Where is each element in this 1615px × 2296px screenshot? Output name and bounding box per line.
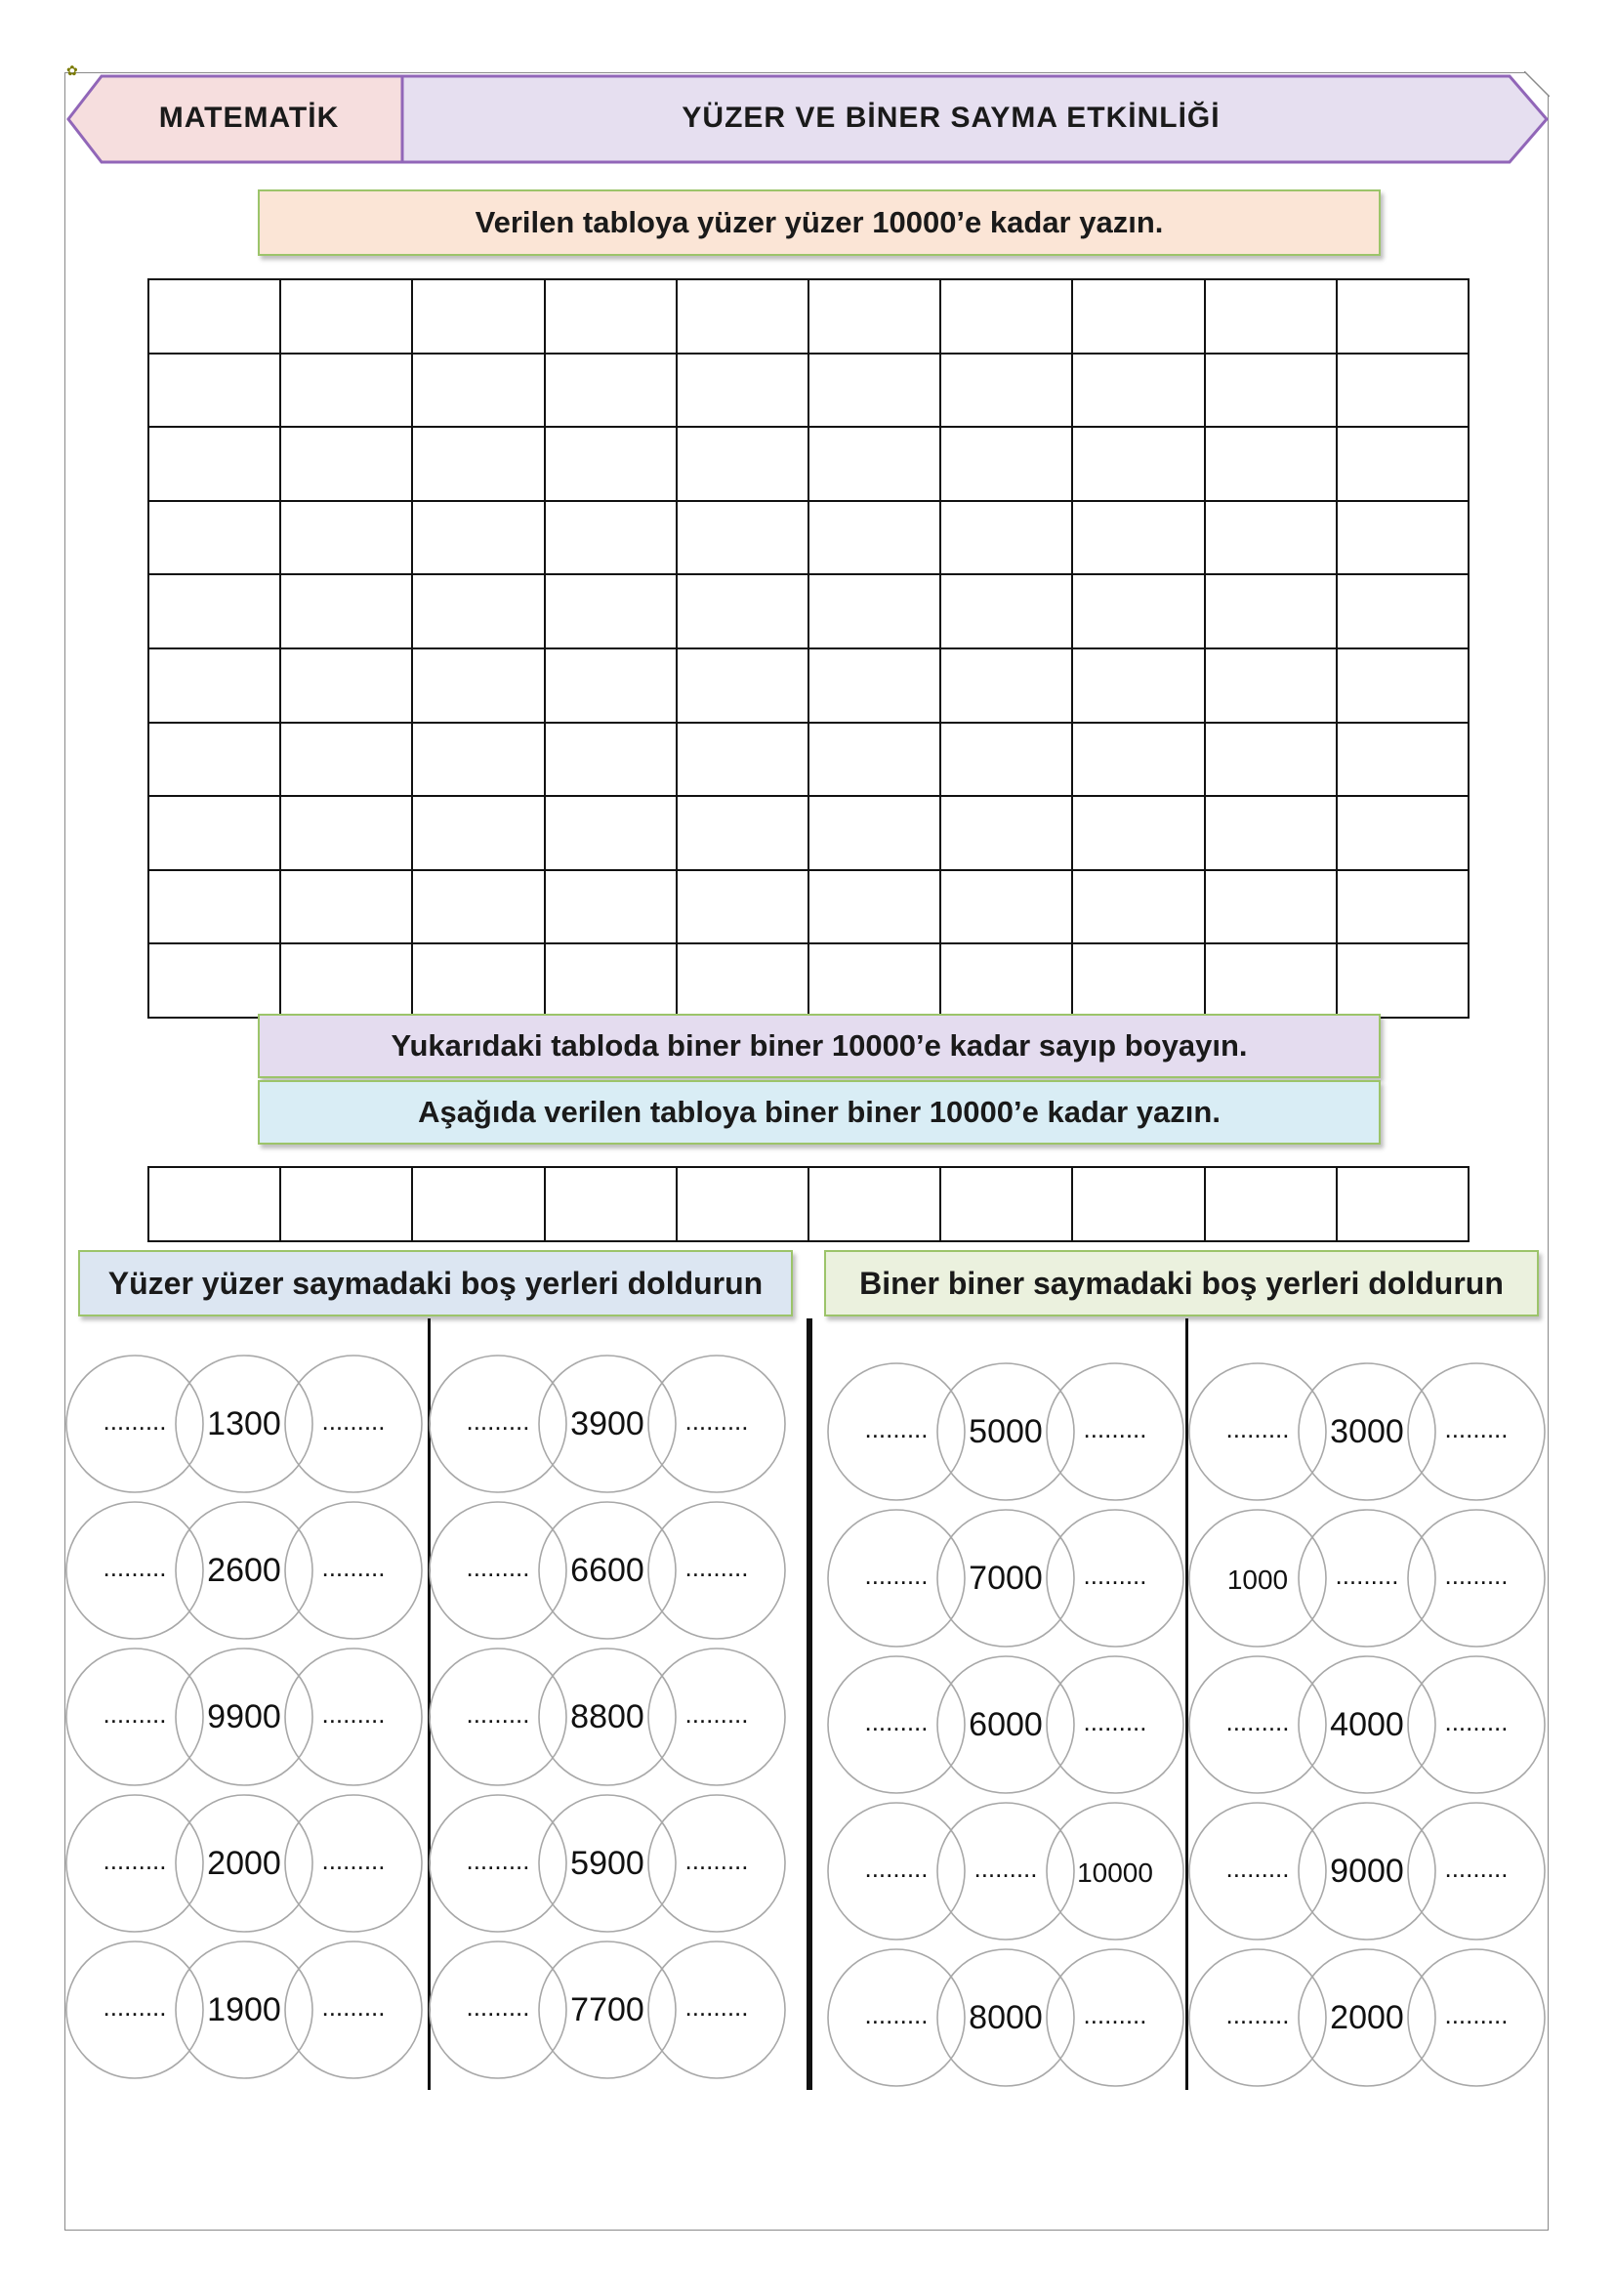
- blank-dots[interactable]: .........: [684, 1992, 749, 2022]
- circle-triplet: [66, 1795, 422, 1932]
- blank-dots[interactable]: .........: [1225, 2000, 1290, 2029]
- blank-dots[interactable]: .........: [103, 1699, 167, 1729]
- number-value: 4000: [1330, 1706, 1404, 1743]
- circle-triplet: [66, 1649, 422, 1785]
- blank-dots[interactable]: .........: [321, 1406, 386, 1436]
- circle-triplet: [430, 1941, 785, 2078]
- blank-dots[interactable]: .........: [1444, 1561, 1509, 1590]
- circle-triplet: [430, 1356, 785, 1492]
- blank-dots[interactable]: .........: [1083, 1707, 1147, 1736]
- number-value: 8800: [570, 1698, 644, 1735]
- blank-dots[interactable]: .........: [1444, 2000, 1509, 2029]
- blank-dots[interactable]: .........: [466, 1992, 530, 2022]
- blank-dots[interactable]: .........: [864, 2000, 929, 2029]
- number-value: 8000: [969, 1999, 1043, 2036]
- blank-dots[interactable]: .........: [1225, 1854, 1290, 1883]
- bee-icon: ✿: [66, 63, 78, 78]
- number-value: 7700: [570, 1991, 644, 2028]
- blank-dots[interactable]: .........: [684, 1406, 749, 1436]
- circle-triplet: [430, 1649, 785, 1785]
- number-value: 9900: [207, 1698, 281, 1735]
- blank-dots[interactable]: .........: [864, 1707, 929, 1736]
- number-value: 9000: [1330, 1853, 1404, 1890]
- blank-dots[interactable]: .........: [321, 1846, 386, 1875]
- blank-dots[interactable]: .........: [321, 1699, 386, 1729]
- blank-dots[interactable]: .........: [973, 1854, 1038, 1883]
- number-value: 1900: [207, 1991, 281, 2028]
- blank-dots[interactable]: .........: [1444, 1707, 1509, 1736]
- blank-dots[interactable]: .........: [864, 1414, 929, 1443]
- circle-triplet: [828, 1363, 1183, 1500]
- circle-triplet: [828, 1803, 1183, 1940]
- circle-triplet: [66, 1941, 422, 2078]
- blank-dots[interactable]: .........: [684, 1699, 749, 1729]
- number-value: 6600: [570, 1552, 644, 1589]
- blank-dots[interactable]: .........: [1335, 1561, 1399, 1590]
- circle-triplet: [828, 1656, 1183, 1793]
- blank-dots[interactable]: .........: [684, 1553, 749, 1582]
- circle-triplet: [1189, 1803, 1545, 1940]
- blank-dots[interactable]: .........: [103, 1992, 167, 2022]
- blank-dots[interactable]: .........: [103, 1846, 167, 1875]
- number-value: 1000: [1226, 1565, 1289, 1595]
- blank-dots[interactable]: .........: [1444, 1854, 1509, 1883]
- blank-dots[interactable]: .........: [466, 1699, 530, 1729]
- blank-dots[interactable]: .........: [321, 1553, 386, 1582]
- circle-triplet: [1189, 1363, 1545, 1500]
- number-value: 2600: [207, 1552, 281, 1589]
- blank-dots[interactable]: .........: [321, 1992, 386, 2022]
- circle-triplet: [1189, 1656, 1545, 1793]
- number-value: 5900: [570, 1845, 644, 1882]
- blank-dots[interactable]: .........: [864, 1854, 929, 1883]
- instruction-color-thousands: Yukarıdaki tabloda biner biner 10000’e kadar sayıp boyayın.: [258, 1014, 1381, 1078]
- number-value: 1300: [207, 1405, 281, 1442]
- circle-triplet: [828, 1949, 1183, 2086]
- blank-dots[interactable]: .........: [1083, 1414, 1147, 1443]
- blank-dots[interactable]: .........: [864, 1561, 929, 1590]
- instruction-fill-hundreds: Yüzer yüzer saymadaki boş yerleri doldurun: [78, 1250, 793, 1316]
- circle-triplet: [430, 1502, 785, 1639]
- number-value: 3000: [1330, 1413, 1404, 1450]
- blank-dots[interactable]: .........: [103, 1406, 167, 1436]
- blank-dots[interactable]: .........: [684, 1846, 749, 1875]
- instruction-hundreds-table: Verilen tabloya yüzer yüzer 10000’e kadar yazın.: [258, 189, 1381, 256]
- worksheet-title: YÜZER VE BİNER SAYMA ETKİNLİĞİ: [682, 102, 1221, 134]
- number-value: 2000: [207, 1845, 281, 1882]
- blank-dots[interactable]: .........: [103, 1553, 167, 1582]
- number-value: 6000: [969, 1706, 1043, 1743]
- number-value: 5000: [969, 1413, 1043, 1450]
- number-value: 10000: [1077, 1858, 1153, 1888]
- blank-dots[interactable]: .........: [466, 1553, 530, 1582]
- subject-label: MATEMATİK: [158, 102, 340, 134]
- circle-triplet: [1189, 1510, 1545, 1647]
- instruction-fill-thousands: Biner biner saymadaki boş yerleri doldurun: [824, 1250, 1539, 1316]
- instruction-thousands-table: Aşağıda verilen tabloya biner biner 10000’e kadar yazın.: [258, 1080, 1381, 1145]
- blank-dots[interactable]: .........: [1083, 2000, 1147, 2029]
- blank-dots[interactable]: .........: [1225, 1707, 1290, 1736]
- blank-dots[interactable]: .........: [466, 1406, 530, 1436]
- circle-triplet: [1189, 1949, 1545, 2086]
- blank-dots[interactable]: .........: [1225, 1414, 1290, 1443]
- circle-triplet: [828, 1510, 1183, 1647]
- number-value: 7000: [969, 1560, 1043, 1597]
- number-value: 3900: [570, 1405, 644, 1442]
- blank-dots[interactable]: .........: [1083, 1561, 1147, 1590]
- number-value: 2000: [1330, 1999, 1404, 2036]
- blank-dots[interactable]: .........: [1444, 1414, 1509, 1443]
- circle-triplet: [430, 1795, 785, 1932]
- circle-triplet: [66, 1356, 422, 1492]
- blank-dots[interactable]: .........: [466, 1846, 530, 1875]
- circle-triplet: [66, 1502, 422, 1639]
